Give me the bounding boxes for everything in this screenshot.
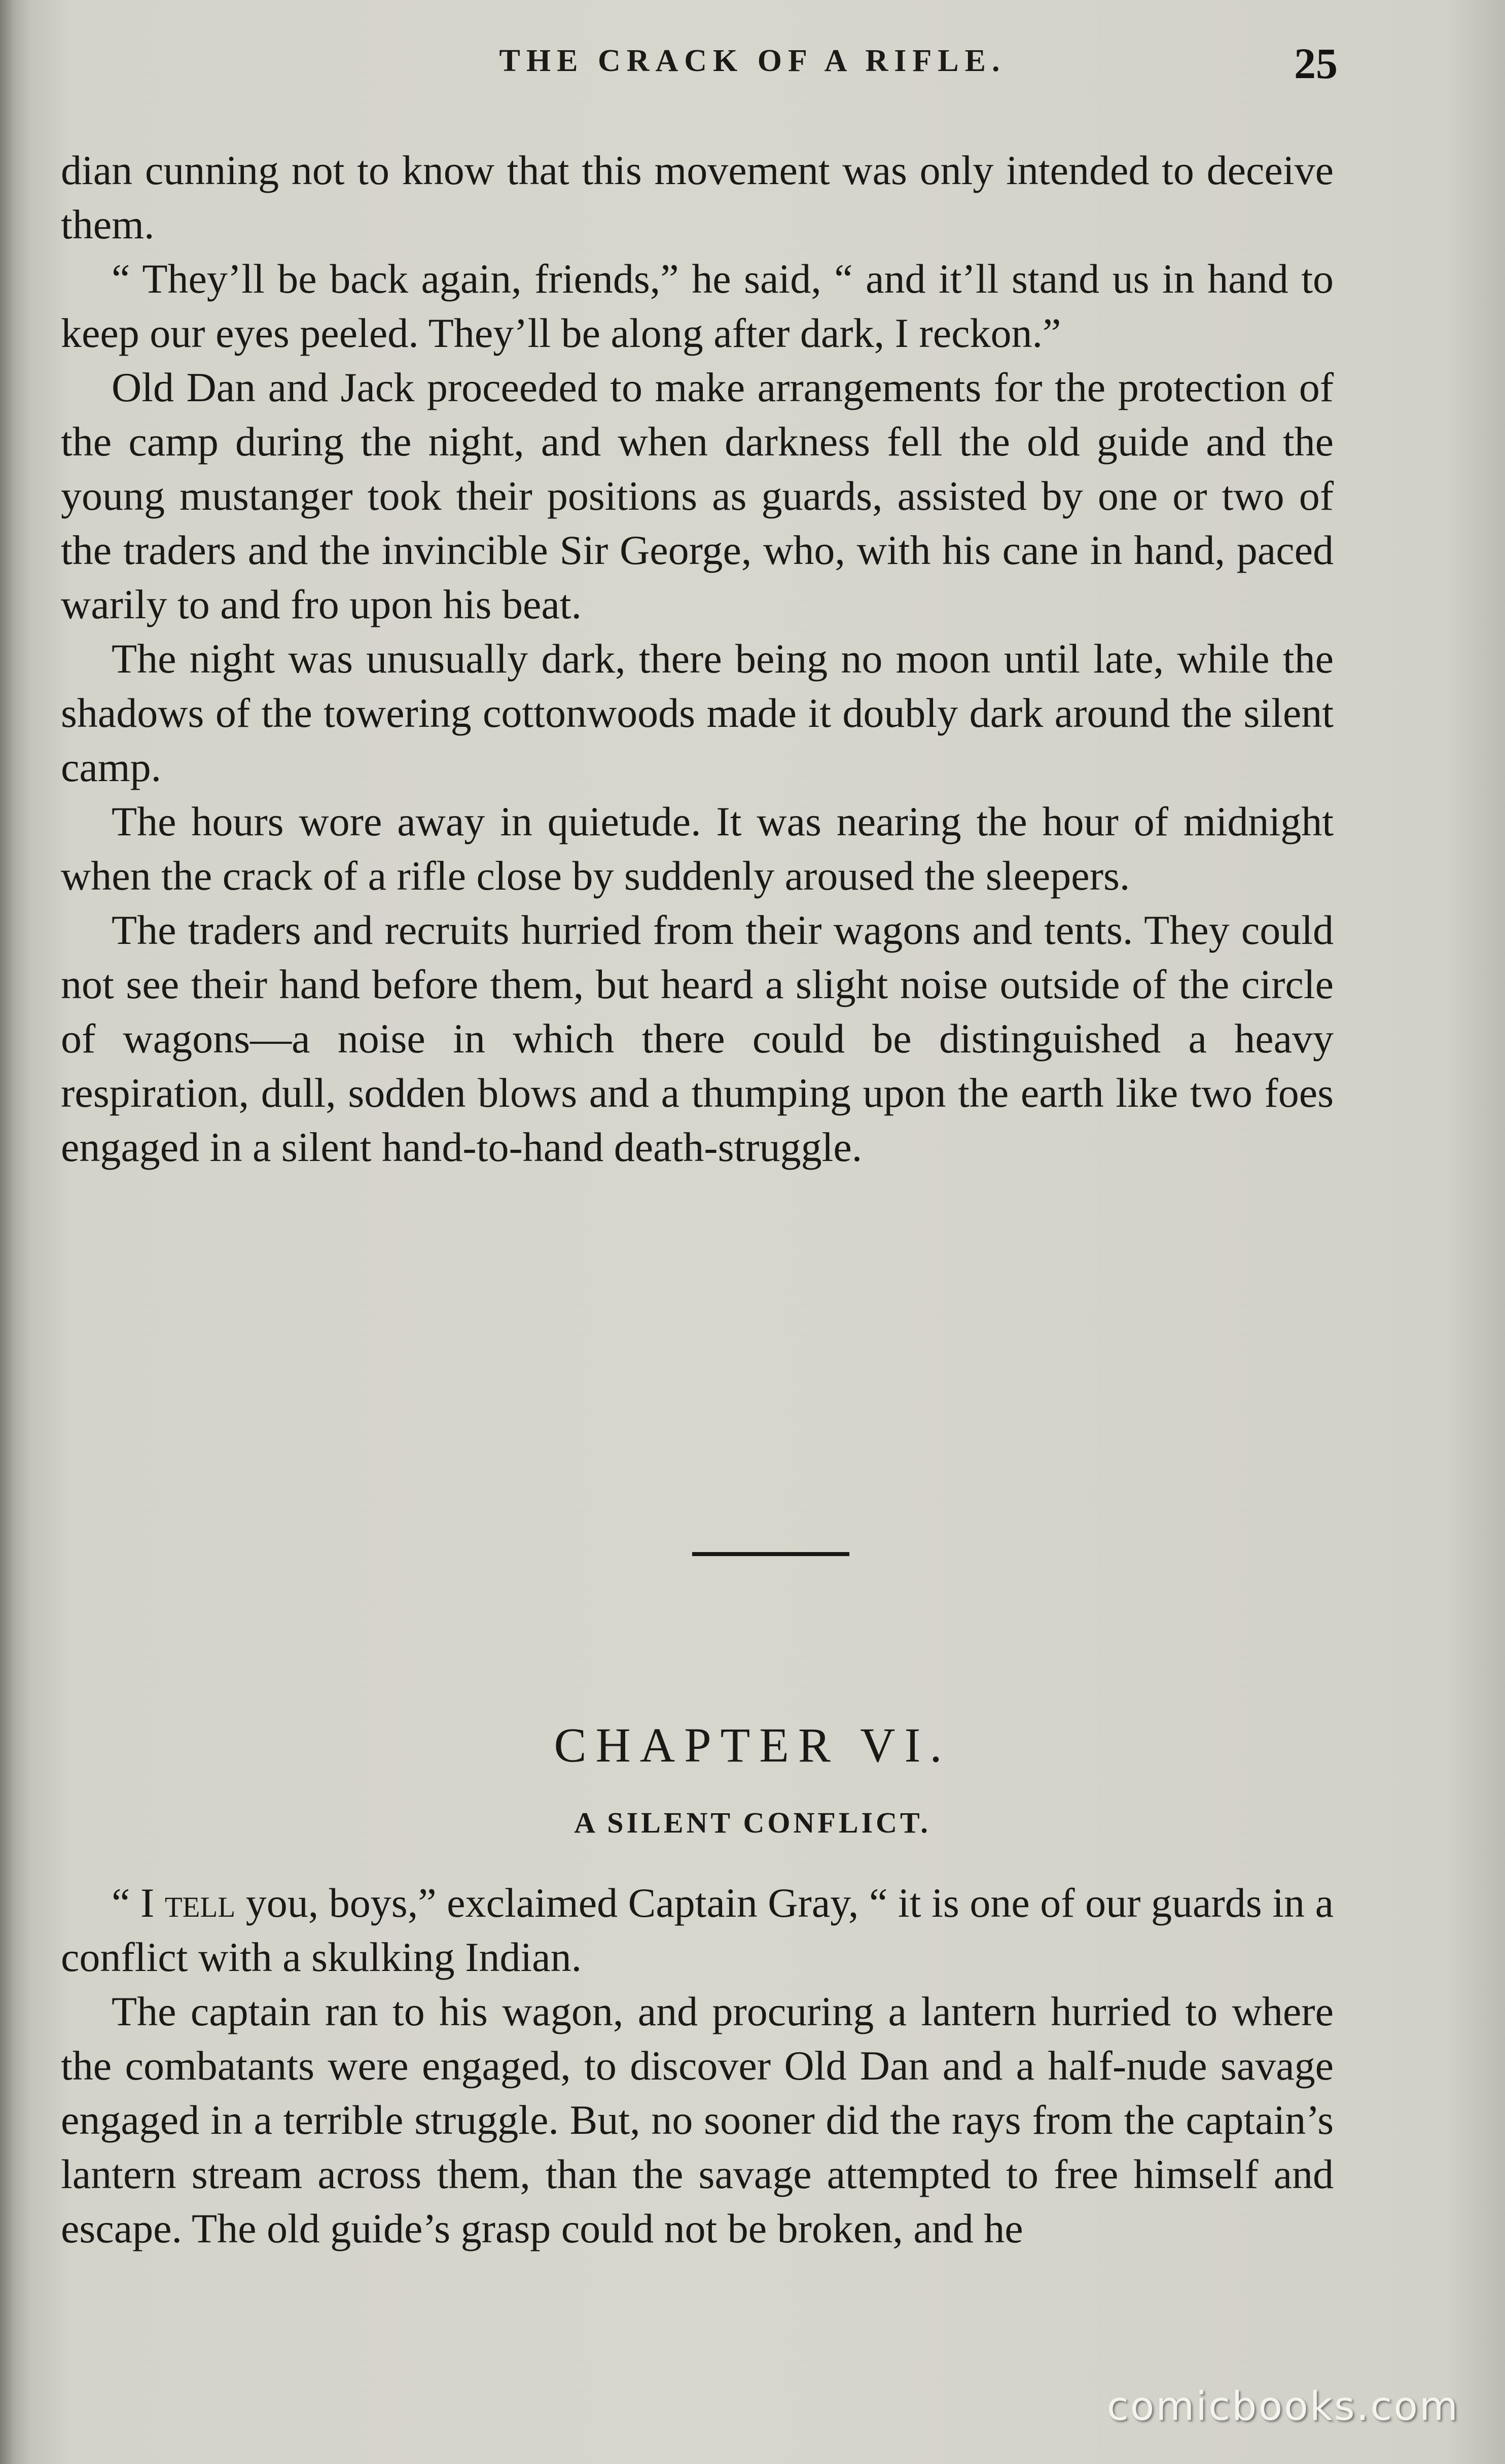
body-text-bottom [61, 1876, 1334, 2256]
opening-quote: “ I [112, 1880, 165, 1926]
paragraph: “ They’ll be back again, friends,” he said, “ and it’ll stand us in hand to keep our eyes peeled. They’ll be along after dark, I reckon.” [61, 256, 1334, 356]
page-number: 25 [1294, 39, 1338, 88]
section-divider-rule [692, 1552, 849, 1556]
chapter-subtitle: A SILENT CONFLICT. [574, 1806, 931, 1839]
running-title: THE CRACK OF A RIFLE. [499, 44, 1006, 78]
paragraph: dian cunning not to know that this movement was only intended to deceive them. [61, 147, 1334, 248]
paragraph: The night was unusually dark, there being no moon until late, while the shadows of the towering cottonwoods made it doubly dark around the silent camp. [61, 636, 1334, 790]
page-gutter-shadow [0, 0, 13, 2464]
opening-small-caps: tell [164, 1880, 236, 1926]
paragraph-opening [61, 1876, 1334, 1984]
watermark: comicbooks.com [1106, 2384, 1459, 2430]
body-text-top [61, 143, 1334, 1174]
chapter-title: CHAPTER VI. [554, 1718, 951, 1772]
paragraph: The hours wore away in quietude. It was nearing the hour of midnight when the crack of a rifle close by suddenly aroused the sleepers. [61, 798, 1334, 899]
opening-rest: you, boys,” exclaimed Captain Gray, “ it is one of our guards in a conflict with a skulking Indian. [61, 1880, 1334, 1980]
paragraph: The traders and recruits hurried from their wagons and tents. They could not see their hand before them, but heard a slight noise outside of the circle of wagons—a noise in which there could be distinguished a heavy respiration, dull, sodden blows and a thumping upon the earth like two foes engaged in a silent hand-to-hand death-struggle. [61, 907, 1334, 1170]
page-header [0, 38, 1505, 89]
paragraph: The captain ran to his wagon, and procuring a lantern hurried to where the combatants were engaged, to discover Old Dan and a half-nude savage engaged in a terrible struggle. But, no sooner did the rays from the captain’s lantern stream across them, than the savage attempted to free himself and escape. The old guide’s grasp could not be broken, and he [61, 1988, 1334, 2251]
paragraph: Old Dan and Jack proceeded to make arrangements for the protection of the camp during the night, and when darkness fell the old guide and the young mustanger took their positions as guards, assisted by one or two of the traders and the invincible Sir George, who, with his cane in hand, paced warily to and fro upon his beat. [61, 364, 1334, 627]
